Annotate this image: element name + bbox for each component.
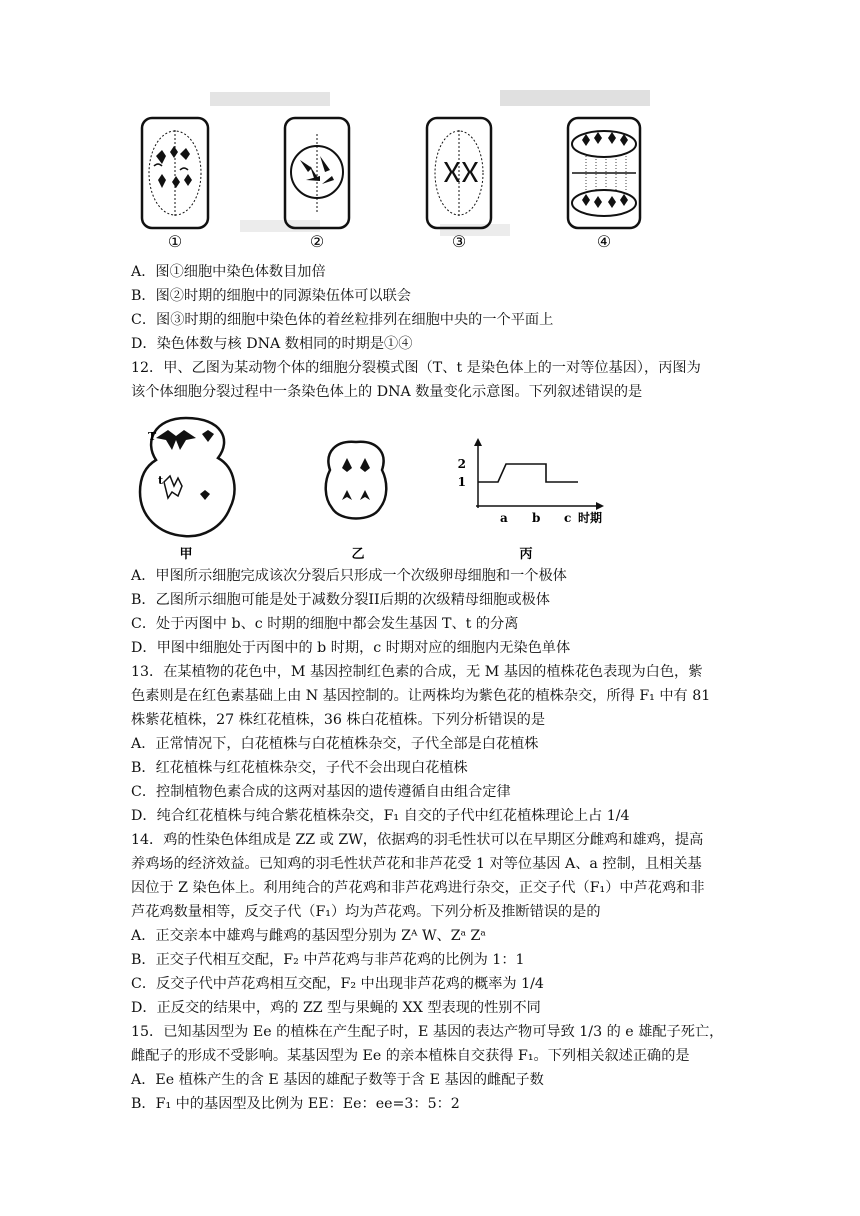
- x-tick-c: c: [564, 511, 572, 525]
- q12-option-c: C．处于丙图中 b、c 时期的细胞中都会发生基因 T、t 的分离: [131, 616, 519, 632]
- q14-option-b: B．正交子代相互交配，F₂ 中芦花鸡与非芦花鸡的比例为 1：1: [131, 952, 525, 968]
- x-tick-a: a: [500, 511, 508, 525]
- q13-option-b: B．红花植株与红花植株杂交，子代不会出现白花植株: [131, 760, 468, 776]
- q15-stem-line-2: 雌配子的形成不受影响。某基因型为 Ee 的亲本植株自交获得 F₁。下列相关叙述正确的是: [131, 1048, 690, 1064]
- q14-option-a: A．正交亲本中雄鸡与雌鸡的基因型分别为 Zᴬ W、Zᵃ Zᵃ: [131, 928, 486, 944]
- q13-stem-line-2: 色素则是在红色素基础上由 N 基因控制的。让两株均为紫色花的植株杂交，所得 F₁ 中有 81: [131, 688, 711, 704]
- cell-yi: [326, 442, 387, 519]
- y-tick-1: 1: [457, 475, 466, 489]
- dna-graph-bing: [458, 438, 604, 525]
- y-tick-2: 2: [457, 457, 466, 471]
- caption-jia: 甲: [179, 547, 193, 562]
- q14-stem-line-2: 养鸡场的经济效益。已知鸡的羽毛性状芦花和非芦花受 1 对等位基因 A、a 控制，且相关基: [131, 856, 702, 872]
- caption-yi: 乙: [351, 547, 365, 562]
- q13-option-a: A．正常情况下，白花植株与白花植株杂交，子代全部是白花植株: [131, 736, 539, 752]
- q12-option-b: B．乙图所示细胞可能是处于减数分裂II后期的次级精母细胞或极体: [131, 592, 550, 608]
- cell-division-figure: [120, 88, 660, 258]
- q11-option-b: B．图②时期的细胞中的同源染伍体可以联会: [131, 288, 411, 304]
- cell-diagram-2: [285, 118, 349, 228]
- gene-label-T: T: [148, 430, 157, 443]
- q13-option-d: D．纯合红花植株与纯合紫花植株杂交，F₁ 自交的子代中红花植株理论上占 1/4: [131, 808, 630, 824]
- q12-option-a: A．甲图所示细胞完成该次分裂后只形成一个次级卵母细胞和一个极体: [131, 568, 567, 584]
- q11-option-a: A．图①细胞中染色体数目加倍: [131, 264, 326, 280]
- q14-stem-line-4: 芦花鸡数量相等，反交子代（F₁）均为芦花鸡。下列分析及推断错误的是的: [131, 904, 601, 920]
- q12-stem-line-1: 12．甲、乙图为某动物个体的细胞分裂模式图（T、t 是染色体上的一对等位基因），丙图为: [131, 360, 701, 376]
- q11-option-c: C．图③时期的细胞中染色体的着丝粒排列在细胞中央的一个平面上: [131, 312, 554, 328]
- x-axis-label: 时期: [578, 511, 603, 525]
- q12-stem-line-2: 该个体细胞分裂过程中一条染色体上的 DNA 数量变化示意图。下列叙述错误的是: [131, 384, 643, 400]
- q13-stem-line-3: 株紫花植株，27 株红花植株，36 株白花植株。下列分析错误的是: [131, 712, 546, 728]
- caption-bing: 丙: [519, 547, 533, 562]
- q15-stem-line-1: 15．已知基因型为 Ee 的植株在产生配子时，E 基因的表达产物可导致 1/3 的 e 雄配子死亡，: [131, 1024, 724, 1040]
- q13-option-c: C．控制植物色素合成的这两对基因的遗传遵循自由组合定律: [131, 784, 511, 800]
- q14-option-c: C．反交子代中芦花鸡相互交配，F₂ 中出现非芦花鸡的概率为 1/4: [131, 976, 544, 992]
- cell-jia: [140, 418, 234, 536]
- cell-diagram-3: [427, 118, 491, 228]
- figure-label-4: ④: [596, 232, 612, 251]
- q12-option-d: D．甲图中细胞处于丙图中的 b 时期，c 时期对应的细胞内无染色单体: [131, 640, 571, 656]
- figure-label-3: ③: [451, 232, 467, 251]
- gene-label-t: t: [158, 474, 164, 487]
- q15-option-b: B．F₁ 中的基因型及比例为 EE：Ee：ee=3：5：2: [131, 1096, 460, 1112]
- q12-figure: [126, 412, 626, 562]
- q15-option-a: A．Ee 植株产生的含 E 基因的雄配子数等于含 E 基因的雌配子数: [131, 1072, 544, 1088]
- q14-stem-line-3: 因位于 Z 染色体上。利用纯合的芦花鸡和非芦花鸡进行杂交，正交子代（F₁）中芦花鸡和非: [131, 880, 705, 896]
- figure-label-2: ②: [309, 232, 325, 251]
- q14-option-d: D．正反交的结果中，鸡的 ZZ 型与果蝇的 XX 型表现的性别不同: [131, 1000, 541, 1016]
- x-tick-b: b: [532, 511, 541, 525]
- q14-stem-line-1: 14．鸡的性染色体组成是 ZZ 或 ZW，依据鸡的羽毛性状可以在早期区分雌鸡和雄鸡，提高: [131, 832, 704, 848]
- q11-option-d: D．染色体数与核 DNA 数相同的时期是①④: [131, 336, 413, 352]
- cell-diagram-1: [142, 118, 208, 228]
- q13-stem-line-1: 13．在某植物的花色中，M 基因控制红色素的合成，无 M 基因的植株花色表现为白色，紫: [131, 664, 703, 680]
- cell-diagram-4: [568, 118, 640, 228]
- figure-label-1: ①: [167, 232, 183, 251]
